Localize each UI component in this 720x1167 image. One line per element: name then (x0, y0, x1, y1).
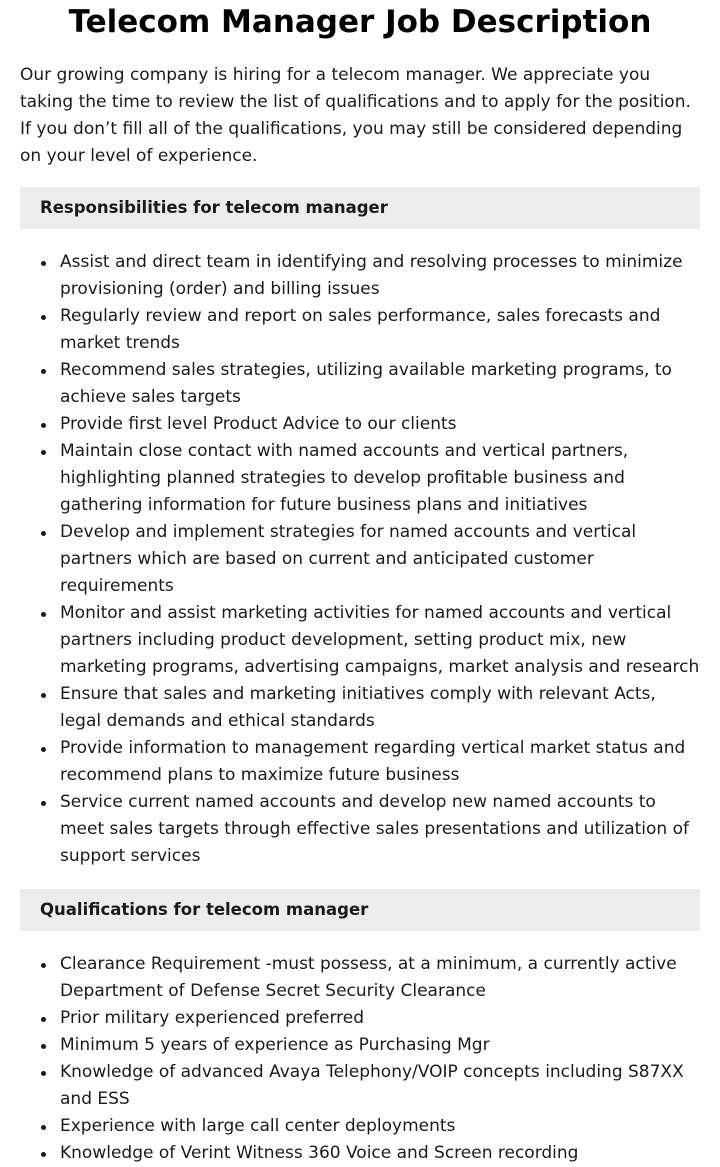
list-item (60, 1032, 700, 1059)
list-item-text: Provide first level Product Advice to our clients (60, 414, 457, 434)
list-item (60, 1059, 700, 1113)
list-item-text: Knowledge of advanced Avaya Telephony/VOIP concepts including S87XX and ESS (60, 1062, 684, 1109)
bullet-icon (41, 1152, 46, 1157)
list-item-text: Provide information to management regarding vertical market status and recommend plans to maximize future business (60, 738, 686, 785)
bullet-icon (41, 747, 46, 752)
list-item (60, 1113, 700, 1140)
list-item (60, 411, 700, 438)
list-item (60, 789, 700, 870)
responsibilities-heading: Responsibilities for telecom manager (20, 187, 700, 229)
list-item (60, 519, 700, 600)
bullet-icon (41, 801, 46, 806)
responsibilities-list (20, 249, 700, 870)
intro-paragraph: Our growing company is hiring for a telecom manager. We appreciate you taking the time to review the list of qualifications and to apply for the position. If you don’t fill all of the qualifications, you may still be considered depending on your level of experience. (20, 65, 691, 166)
list-item (60, 600, 700, 681)
list-item-text: Assist and direct team in identifying and resolving processes to minimize provisioning (order) and billing issues (60, 252, 683, 299)
bullet-icon (41, 315, 46, 320)
list-item (60, 681, 700, 735)
bullet-icon (41, 963, 46, 968)
list-item-text: Maintain close contact with named accounts and vertical partners, highlighting planned strategies to develop profitable business and gathering information for future business plans and initiatives (60, 441, 629, 515)
bullet-icon (41, 261, 46, 266)
bullet-icon (41, 1125, 46, 1130)
bullet-icon (41, 612, 46, 617)
bullet-icon (41, 1017, 46, 1022)
qualifications-list (20, 951, 700, 1167)
list-item-text: Ensure that sales and marketing initiatives comply with relevant Acts, legal demands and ethical standards (60, 684, 656, 731)
list-item-text: Monitor and assist marketing activities for named accounts and vertical partners including product development, setting product mix, new marketing programs, advertising campaigns, market analysis and research (60, 603, 700, 677)
list-item (60, 438, 700, 519)
list-item (60, 1005, 700, 1032)
bullet-icon (41, 450, 46, 455)
list-item-text: Recommend sales strategies, utilizing available marketing programs, to achieve sales targets (60, 360, 672, 407)
bullet-icon (41, 1071, 46, 1076)
bullet-icon (41, 1044, 46, 1049)
bullet-icon (41, 423, 46, 428)
list-item-text: Knowledge of Verint Witness 360 Voice and Screen recording (60, 1143, 579, 1163)
list-item (60, 357, 700, 411)
list-item-text: Service current named accounts and develop new named accounts to meet sales targets through effective sales presentations and utilization of support services (60, 792, 689, 866)
bullet-icon (41, 531, 46, 536)
list-item (60, 249, 700, 303)
bullet-icon (41, 369, 46, 374)
list-item (60, 951, 700, 1005)
list-item (60, 1140, 700, 1167)
bullet-icon (41, 693, 46, 698)
list-item-text: Develop and implement strategies for named accounts and vertical partners which are based on current and anticipated customer requirements (60, 522, 637, 596)
list-item-text: Minimum 5 years of experience as Purchasing Mgr (60, 1035, 490, 1055)
list-item-text: Prior military experienced preferred (60, 1008, 365, 1028)
list-item-text: Clearance Requirement -must possess, at a minimum, a currently active Department of Defense Secret Security Clearance (60, 954, 677, 1001)
list-item-text: Regularly review and report on sales performance, sales forecasts and market trends (60, 306, 661, 353)
list-item (60, 303, 700, 357)
qualifications-heading: Qualifications for telecom manager (20, 889, 700, 931)
list-item-text: Experience with large call center deployments (60, 1116, 456, 1136)
page-title: Telecom Manager Job Description (68, 4, 652, 40)
list-item (60, 735, 700, 789)
